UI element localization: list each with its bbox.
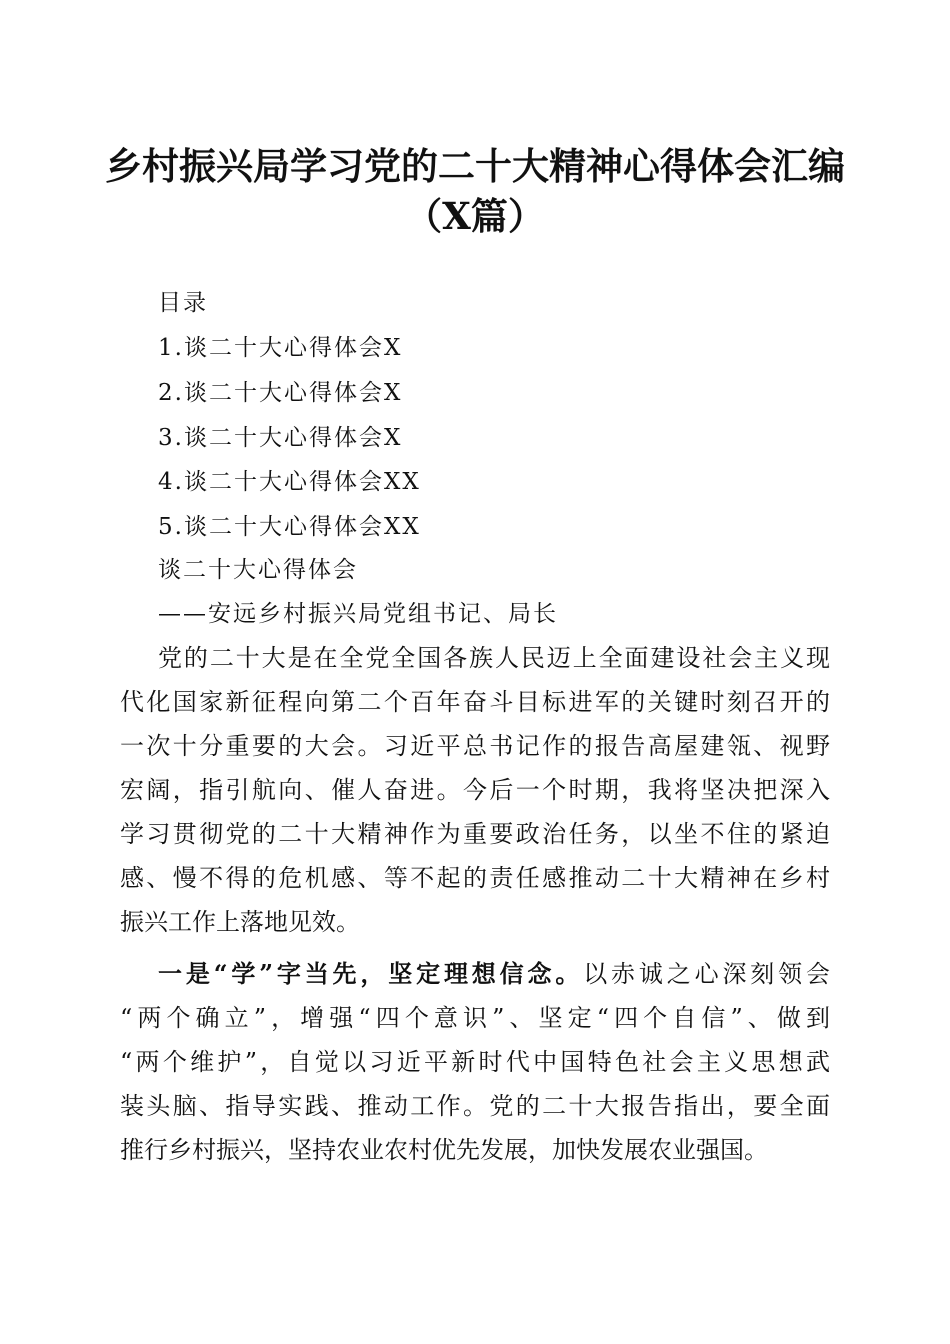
- toc-item: 1.谈二十大心得体会X: [158, 335, 403, 361]
- paragraph-line: 振兴工作上落地见效。: [120, 908, 360, 936]
- paragraph-line: 学习贯彻党的二十大精神作为重要政治任务，以坐不住的紧迫: [120, 820, 830, 848]
- paragraph-line: 推行乡村振兴，坚持农业农村优先发展，加快发展农业强国。: [120, 1136, 768, 1164]
- toc-item: 5.谈二十大心得体会XX: [158, 514, 421, 540]
- paragraph-line: “两个确立”，增强“四个意识”、坚定“四个自信”、做到: [120, 1004, 830, 1032]
- toc-item: 2.谈二十大心得体会X: [158, 380, 403, 406]
- document-title-line-2: （X篇）: [405, 194, 545, 238]
- paragraph-line: 一次十分重要的大会。习近平总书记作的报告高屋建瓴、视野: [120, 732, 830, 760]
- paragraph-line: 装头脑、指导实践、推动工作。党的二十大报告指出，要全面: [120, 1092, 830, 1120]
- paragraph-2-first-line: [158, 954, 830, 989]
- document-title-line-1: 乡村振兴局学习党的二十大精神心得体会汇编: [105, 144, 845, 188]
- paragraph-line: 党的二十大是在全党全国各族人民迈上全面建设社会主义现: [158, 644, 830, 672]
- toc-heading: 目录: [158, 290, 208, 316]
- paragraph-lead-heading: 一是“学”字当先，坚定理想信念。: [158, 959, 584, 988]
- paragraph-line: 感、慢不得的危机感、等不起的责任感推动二十大精神在乡村: [120, 864, 830, 892]
- article-title: 谈二十大心得体会: [158, 557, 358, 583]
- paragraph-line: 代化国家新征程向第二个百年奋斗目标进军的关键时刻召开的: [120, 688, 830, 716]
- toc-item: 3.谈二十大心得体会X: [158, 425, 403, 451]
- paragraph-line: 宏阔，指引航向、催人奋进。今后一个时期，我将坚决把深入: [120, 776, 830, 804]
- paragraph-line: “两个维护”，自觉以习近平新时代中国特色社会主义思想武: [120, 1048, 830, 1076]
- article-byline: ——安远乡村振兴局党组书记、局长: [158, 601, 558, 627]
- toc-item: 4.谈二十大心得体会XX: [158, 469, 421, 495]
- paragraph-line-rest: 以赤诚之心深刻领会: [583, 960, 830, 988]
